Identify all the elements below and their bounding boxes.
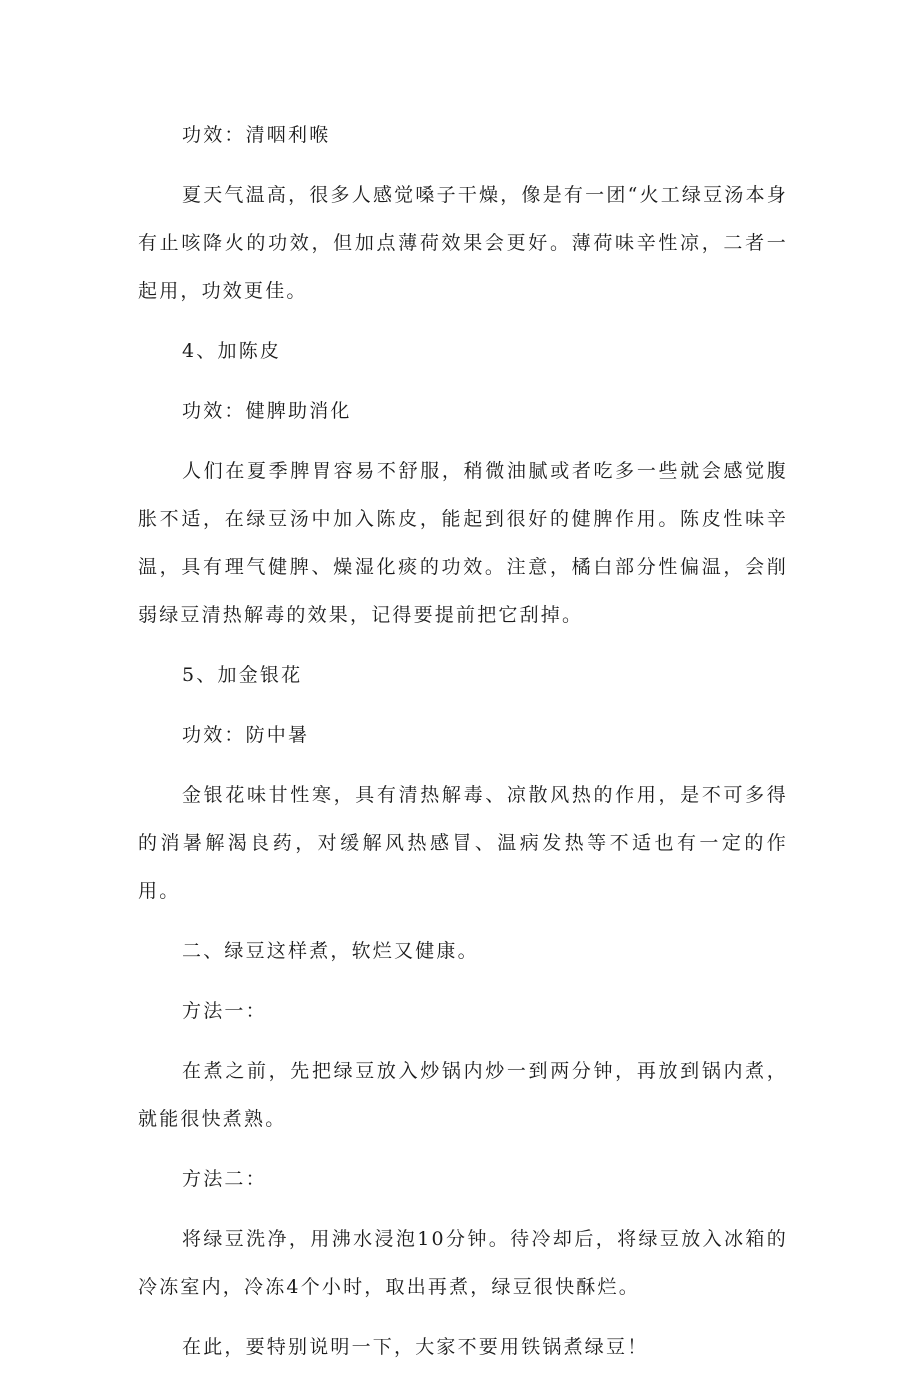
paragraph-iron-pot-warning: 在此，要特别说明一下，大家不要用铁锅煮绿豆！ [182,1336,649,1358]
paragraph-mint-description: 夏天气温高，很多人感觉嗓子干燥，像是有一团“火工绿豆汤本身有止咳降火的功效，但加点薄荷效果会更好。薄荷味辛性凉，二者一起用，功效更佳。 [138,184,788,302]
paragraph-efficacy-throat: 功效：清咽利喉 [182,124,331,146]
heading-method-two: 方法二： [182,1168,267,1190]
paragraph-tangerine-peel-description: 人们在夏季脾胃容易不舒服，稍微油腻或者吃多一些就会感觉腹胀不适，在绿豆汤中加入陈皮，能起到很好的健脾作用。陈皮性味辛温，具有理气健脾、燥湿化痰的功效。注意，橘白部分性偏温，会削弱绿豆清热解毒的效果，记得要提前把它刮掉。 [138,460,788,626]
paragraph-honeysuckle-description: 金银花味甘性寒，具有清热解毒、凉散风热的作用，是不可多得的消暑解渴良药，对缓解风热感冒、温病发热等不适也有一定的作用。 [138,784,788,902]
heading-add-tangerine-peel: 4、加陈皮 [182,340,282,362]
paragraph-method-two: 将绿豆洗净，用沸水浸泡10分钟。待冷却后，将绿豆放入冰箱的冷冻室内，冷冻4个小时，取出再煮，绿豆很快酥烂。 [138,1228,788,1298]
heading-add-honeysuckle: 5、加金银花 [182,664,303,686]
paragraph-method-one: 在煮之前，先把绿豆放入炒锅内炒一到两分钟，再放到锅内煮，就能很快煮熟。 [138,1060,788,1130]
document-body [138,111,788,1383]
heading-section-two: 二、绿豆这样煮，软烂又健康。 [182,940,479,962]
heading-method-one: 方法一： [182,1000,267,1022]
paragraph-efficacy-digestion: 功效：健脾助消化 [182,400,352,422]
paragraph-efficacy-heatstroke: 功效：防中暑 [182,724,310,746]
